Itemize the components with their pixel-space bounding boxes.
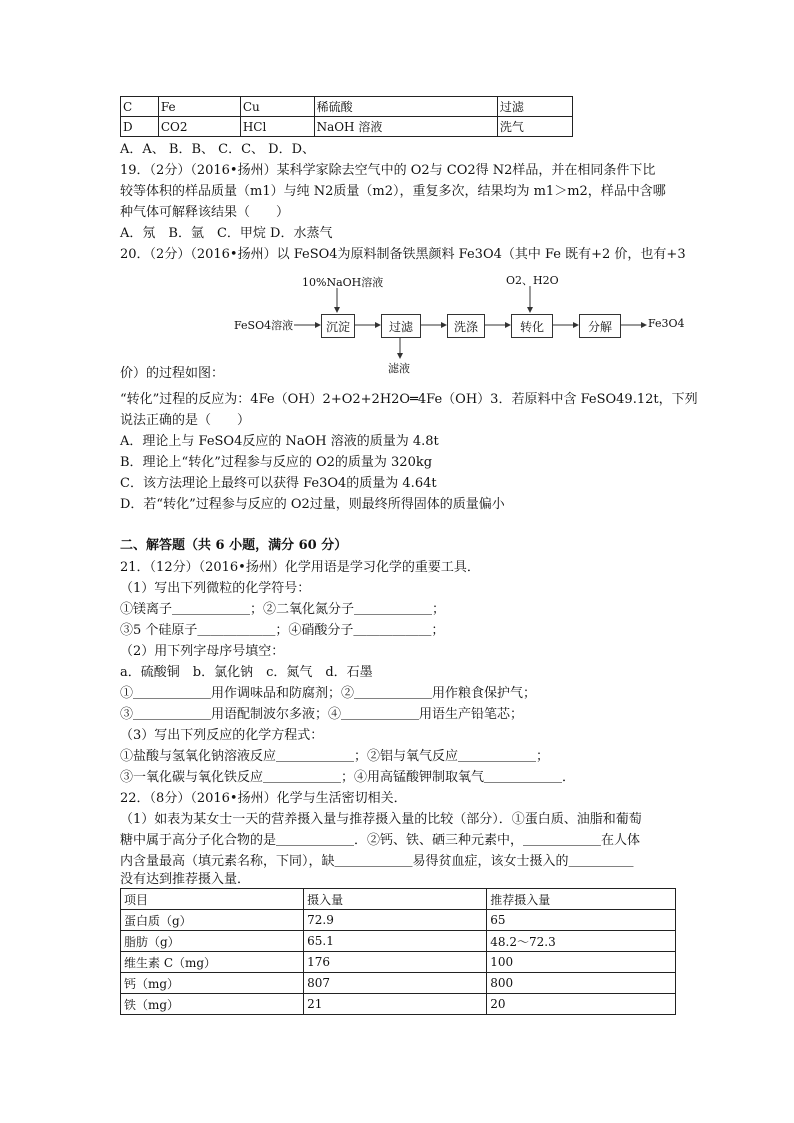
q22-line4: 没有达到推荐摄入量． bbox=[120, 872, 251, 887]
flow-step-box: 转化 bbox=[511, 314, 553, 338]
q20-option-b: B．理论上“转化”过程参与反应的 O2的质量为 320kg bbox=[120, 455, 433, 470]
flow-step-box: 分解 bbox=[579, 314, 621, 338]
q21-part2: （2）用下列字母序号填空： bbox=[120, 644, 285, 659]
q22-title: 22．（8分）（2016•扬州）化学与生活密切相关． bbox=[120, 791, 407, 806]
q22-line3: 内含量最高（填元素名称，下同），缺＿＿＿＿＿＿易得贫血症，该女士摄入的＿＿＿＿＿ bbox=[120, 854, 634, 869]
q19-line2: 较等体积的样品质量（m1）与纯 N2质量（m2），重复多次，结果均为 m1＞m2，样品中含哪 bbox=[120, 184, 666, 199]
q22-line2: 糖中属于高分子化合物的是＿＿＿＿＿＿．②钙、铁、硒三种元素中，＿＿＿＿＿＿在人体 bbox=[120, 833, 641, 848]
options-table bbox=[120, 96, 573, 137]
q22-line1: （1）如表为某女士一天的营养摄入量与推荐摄入量的比较（部分）．①蛋白质、油脂和葡萄 bbox=[120, 812, 642, 827]
flow-reagent1-label: 10%NaOH溶液 bbox=[302, 276, 384, 289]
q19-line3: 种气体可解释该结果（ ） bbox=[120, 205, 290, 220]
flow-step-box: 过滤 bbox=[381, 314, 421, 338]
q20-reaction-line2: 说法正确的是（ ） bbox=[120, 413, 251, 428]
section-title: 二、解答题（共 6 小题，满分 60 分） bbox=[120, 538, 348, 553]
table-row: 脂肪（g） 65.1 48.2～72.3 bbox=[121, 931, 676, 952]
q20-cont: 价）的过程如图： bbox=[120, 366, 225, 381]
q18-answers: A．A、 B．B、 C．C、 D．D、 bbox=[120, 142, 316, 157]
table-row: 钙（mg） 807 800 bbox=[121, 973, 676, 994]
flow-filtrate-label: 滤液 bbox=[388, 362, 410, 375]
q19-line1: 19．（2分）（2016•扬州）某科学家除去空气中的 O2与 CO2得 N2样品，并在相同条件下比 bbox=[120, 163, 656, 178]
flow-reagent2-label: O2、H2O bbox=[506, 274, 559, 287]
q21-part2-line2: ③＿＿＿＿＿＿用语配制波尔多液；④＿＿＿＿＿＿用语生产铅笔芯； bbox=[120, 707, 524, 722]
q21-part1-line1: ①镁离子＿＿＿＿＿＿；②二氧化氮分子＿＿＿＿＿＿； bbox=[120, 602, 446, 617]
table-row: C Fe Cu 稀硫酸 过滤 bbox=[121, 97, 573, 117]
table-header-row: 项目 摄入量 推荐摄入量 bbox=[121, 889, 676, 910]
q21-part1: （1）写出下列微粒的化学符号： bbox=[120, 581, 311, 596]
table-row: 铁（mg） 21 20 bbox=[121, 994, 676, 1015]
q20-intro: 20．（2分）（2016•扬州）以 FeSO4为原料制备铁黑颜料 Fe3O4（其中 Fe 既有+2 价，也有+3 bbox=[120, 247, 686, 262]
process-flow-diagram bbox=[232, 270, 685, 378]
nutrition-table bbox=[120, 888, 676, 1015]
flow-step-box: 沉淀 bbox=[321, 314, 355, 338]
q21-part3-line1: ①盐酸与氢氧化钠溶液反应＿＿＿＿＿＿；②铝与氧气反应＿＿＿＿＿＿； bbox=[120, 749, 550, 764]
flow-end-label: Fe3O4 bbox=[648, 317, 685, 330]
table-row: 维生素 C（mg） 176 100 bbox=[121, 952, 676, 973]
flow-step-box: 洗涤 bbox=[447, 314, 485, 338]
q20-option-c: C．该方法理论上最终可以获得 Fe3O4的质量为 4.64t bbox=[120, 476, 437, 491]
q21-part3: （3）写出下列反应的化学方程式： bbox=[120, 728, 324, 743]
table-row: 蛋白质（g） 72.9 65 bbox=[121, 910, 676, 931]
table-row: D CO2 HCl NaOH 溶液 洗气 bbox=[121, 117, 573, 137]
q20-reaction-line1: “转化”过程的反应为：4Fe（OH）2+O2+2H2O═4Fe（OH）3．若原料中含 FeSO49.12t，下列 bbox=[120, 392, 698, 407]
q20-option-a: A．理论上与 FeSO4反应的 NaOH 溶液的质量为 4.8t bbox=[120, 434, 439, 449]
q19-answers: A．氖 B．氩 C．甲烷 D．水蒸气 bbox=[120, 226, 333, 241]
flow-start-label: FeSO4溶液 bbox=[234, 319, 294, 332]
q21-part2-options: a．硫酸铜 b．氯化钠 c．氮气 d．石墨 bbox=[120, 665, 373, 680]
q21-part2-line1: ①＿＿＿＿＿＿用作调味品和防腐剂；②＿＿＿＿＿＿用作粮食保护气； bbox=[120, 686, 537, 701]
q21-title: 21．（12分）（2016•扬州）化学用语是学习化学的重要工具． bbox=[120, 560, 480, 575]
q21-part1-line2: ③5 个硅原子＿＿＿＿＿＿；④硝酸分子＿＿＿＿＿＿； bbox=[120, 623, 445, 638]
q21-part3-line2: ③一氧化碳与氧化铁反应＿＿＿＿＿＿；④用高锰酸钾制取氧气＿＿＿＿＿＿． bbox=[120, 770, 576, 785]
q20-option-d: D．若“转化”过程参与反应的 O2过量，则最终所得固体的质量偏小 bbox=[120, 497, 505, 512]
